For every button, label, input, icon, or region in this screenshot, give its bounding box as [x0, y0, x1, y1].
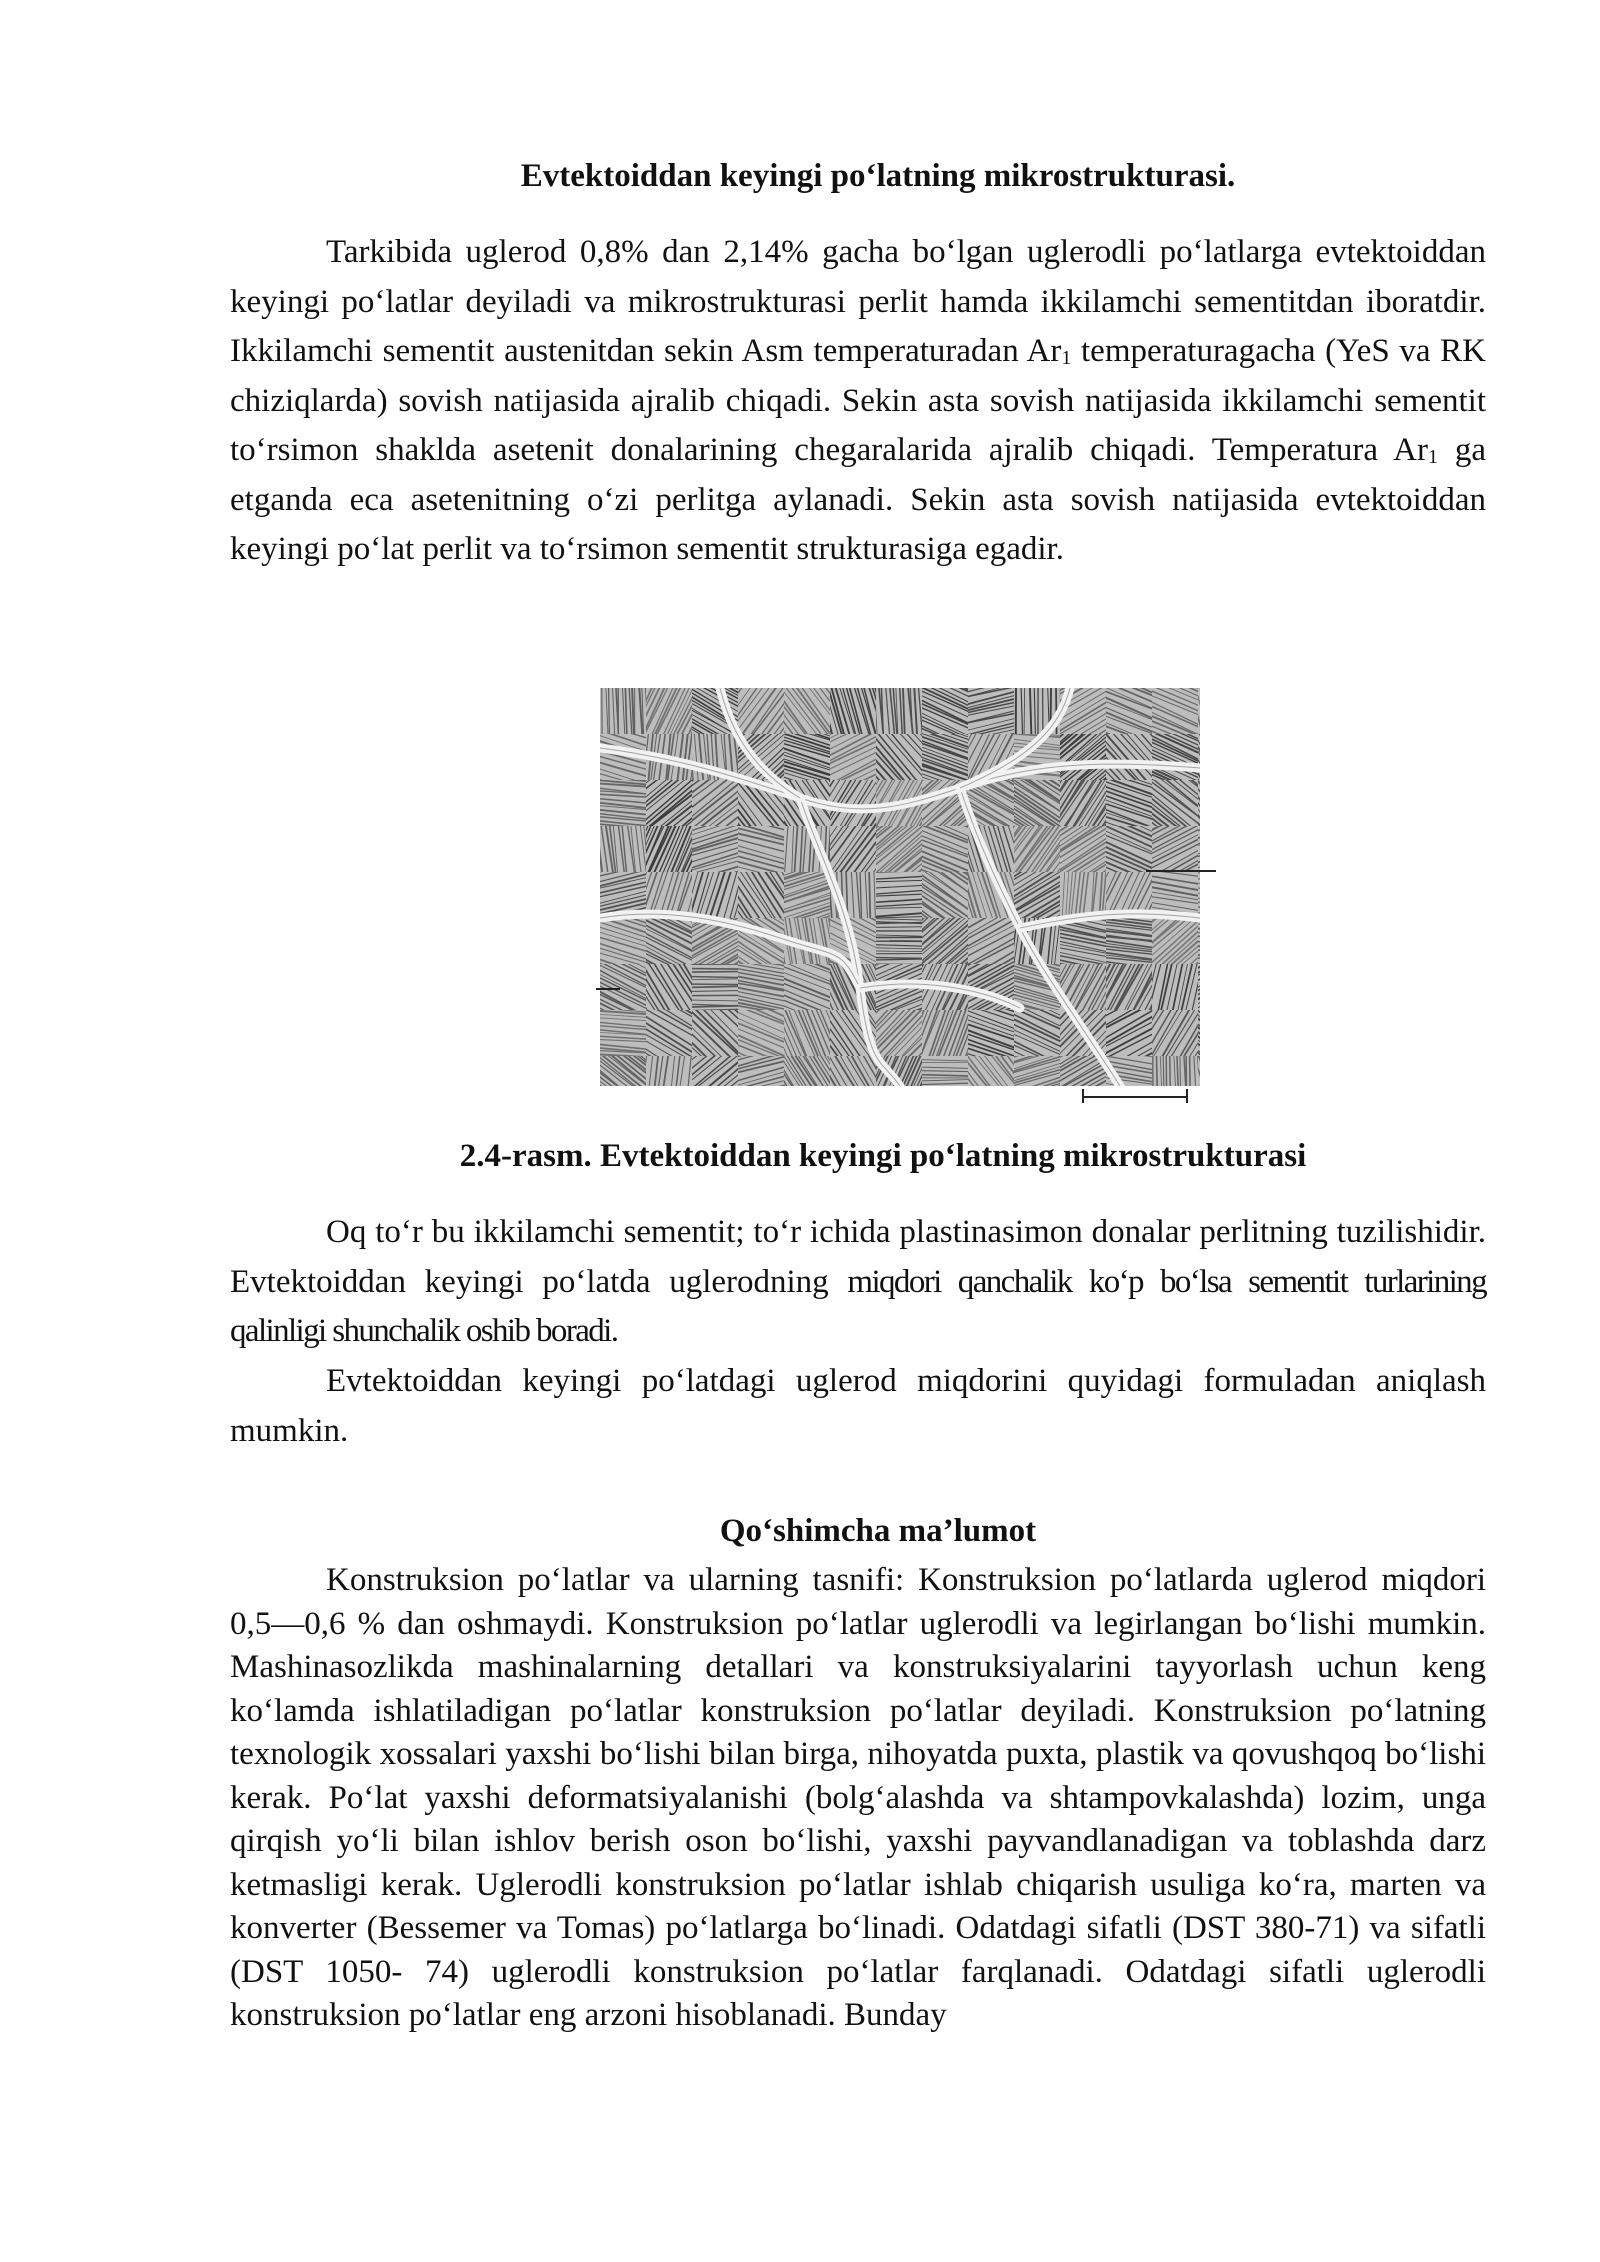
paragraph-intro-text-a: Tarkibida uglerod 0,8% dan 2,14% gacha bo‘lgan uglerodli po‘latlarga evtektoiddan keyingi po‘latlar deyiladi va mikrostrukturasi perlit hamda ikkilamchi sementitdan iboratdir. Ikkilamchi sementit austenitdan sekin Asm temperaturadan Ar	[230, 234, 1486, 369]
extra-info-title: Qo‘shimcha ma’lumot	[719, 1513, 1037, 1549]
micrograph-image	[600, 688, 1200, 1086]
subscript-1: 1	[1061, 347, 1072, 369]
scale-bar-tick-right	[1186, 1089, 1188, 1103]
annotation-arrow-right	[1146, 870, 1216, 872]
paragraph-formula: Evtektoiddan keyingi po‘latdagi uglerod miqdorini quyidagi formuladan aniqlash mumkin.	[230, 1363, 1486, 1449]
paragraph-intro-text-c: ga etganda eca asetenitning o‘zi perlitga aylanadi. Sekin asta sovish natijasida evtektoiddan keyingi po‘lat perlit va to‘rsimon sementit strukturasiga egadir.	[230, 432, 1486, 567]
subscript-2: 1	[1427, 446, 1438, 468]
paragraph-cementite-text-a: Oq to‘r bu ikkilamchi sementit; to‘r ichida plastinasimon donalar perlitning tuzilishidir. Evtektoiddan keyingi po‘latda uglerodning	[230, 1214, 1486, 1300]
annotation-arrow-left	[596, 988, 620, 990]
micrograph-svg	[600, 688, 1200, 1086]
paragraph-cementite-text-b: miqdori qanchalik ko‘p bo‘lsa sementit turlarining qalinligi shunchalik oshib boradi.	[230, 1263, 1486, 1349]
paragraph-cementite	[230, 1208, 1486, 1357]
scale-bar	[1082, 1096, 1188, 1098]
section-title: Evtektoiddan keyingi po‘latning mikrostrukturasi.	[520, 158, 1236, 194]
paragraph-intro-text-b: temperaturagacha (YeS va RK chiziqlarda) sovish natijasida ajralib chiqadi. Sekin asta sovish natijasida ikkilamchi sementit to‘rsimon shaklda asetenit donalarining chegaralarida ajralib chiqadi. Temperatura Ar	[230, 333, 1486, 468]
paragraph-intro	[230, 228, 1486, 575]
scale-bar-tick-left	[1082, 1089, 1084, 1103]
paragraph-structural-steels: Konstruksion po‘latlar va ularning tasnifi: Konstruksion po‘latlarda uglerod miqdori 0,5—0,6 % dan oshmaydi. Konstruksion po‘latlar uglerodli va legirlangan bo‘lishi mumkin. Mashinasozlikda mashinalarning detallari va konstruksiyalarini tayyorlash uchun keng ko‘lamda ishlatiladigan po‘latlar konstruksion po‘latlar deyiladi. Konstruksion po‘latning texnologik xossalari yaxshi bo‘lishi bilan birga, nihoyatda puxta, plastik va qovushqoq bo‘lishi kerak. Po‘lat yaxshi deformatsiyalanishi (bolg‘alashda va shtampovkalashda) lozim, unga qirqish yo‘li bilan ishlov berish oson bo‘lishi, yaxshi payvandlanadigan va toblashda darz ketmasligi kerak. Uglerodli konstruksion po‘latlar ishlab chiqarish usuliga ko‘ra, marten va konverter (Bessemer va Tomas) po‘latlarga bo‘linadi. Odatdagi sifatli (DST 380-71) va sifatli (DST 1050- 74) uglerodli konstruksion po‘latlar farqlanadi. Odatdagi sifatli uglerodli konstruksion po‘latlar eng arzoni hisoblanadi. Bunday	[230, 1562, 1486, 2033]
figure-caption: 2.4-rasm. Evtektoiddan keyingi po‘latning mikrostrukturasi	[459, 1138, 1307, 1174]
